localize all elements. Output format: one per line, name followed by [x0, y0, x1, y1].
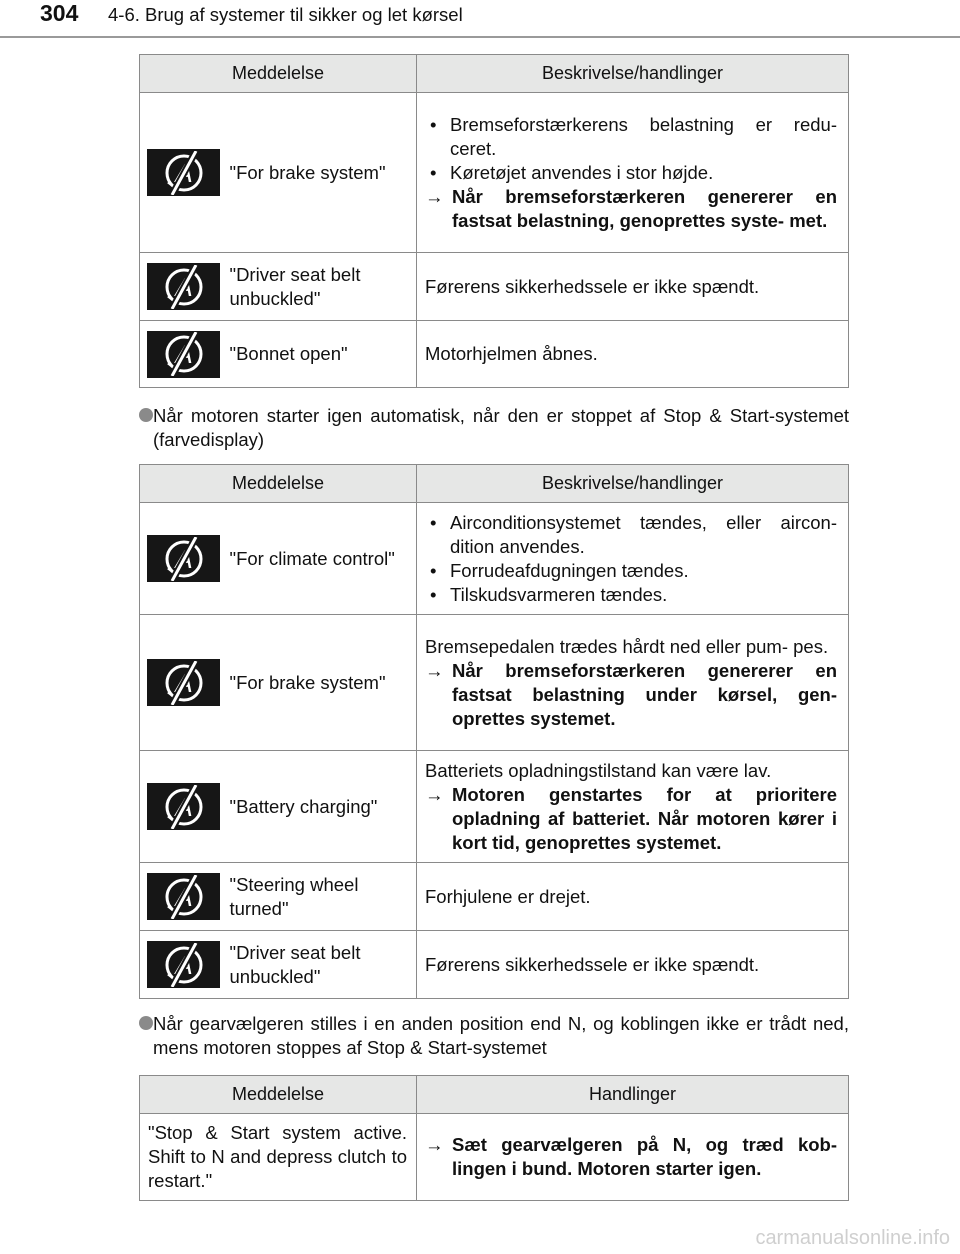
chapter-title: 4-6. Brug af systemer til sikker og let kørsel: [108, 4, 463, 25]
action-text: Sæt gearvælgeren på N, og træd kob- lingen i bund. Motoren starter igen.: [452, 1134, 837, 1179]
message-text: "For brake system": [230, 615, 417, 751]
stop-start-off-icon: [147, 941, 220, 988]
stop-start-off-icon: [147, 873, 220, 920]
column-header-message: Meddelelse: [140, 1076, 417, 1114]
message-text: "For brake system": [230, 93, 417, 253]
column-header-actions: Handlinger: [417, 1076, 849, 1114]
table-row: [140, 615, 849, 751]
list-item: • Bremseforstærkerens belastning er redu- ceret.: [425, 113, 837, 161]
arrow-icon: →: [425, 659, 444, 681]
table-row: [140, 503, 849, 615]
column-header-description: Beskrivelse/handlinger: [417, 55, 849, 93]
list-item: • Airconditionsystemet tændes, eller aircon- dition anvendes.: [425, 511, 837, 559]
header-rule: [0, 36, 960, 38]
table-row: [140, 751, 849, 863]
description-text: Bremsepedalen trædes hårdt ned eller pum- pes.: [425, 635, 829, 657]
bullet-icon: [139, 1016, 153, 1030]
watermark: carmanualsonline.info: [755, 1227, 950, 1249]
stop-start-off-icon: [147, 659, 220, 706]
stop-start-off-icon: [147, 783, 220, 830]
stop-start-off-icon: [147, 331, 220, 378]
message-text: "Driver seat belt unbuckled": [230, 253, 417, 321]
stop-start-off-icon: [147, 263, 220, 310]
column-header-message: Meddelelse: [140, 55, 417, 93]
column-header-description: Beskrivelse/handlinger: [417, 465, 849, 503]
message-text: "Bonnet open": [230, 321, 417, 388]
table-row: [140, 93, 849, 253]
table-row: [140, 1114, 849, 1201]
message-table-2: [139, 464, 849, 999]
description-text: Batteriets opladningstilstand kan være lav.: [425, 759, 772, 781]
table-row: [140, 321, 849, 388]
description-text: Førerens sikkerhedssele er ikke spændt.: [417, 931, 849, 999]
table-row: [140, 931, 849, 999]
arrow-icon: →: [425, 185, 444, 207]
column-header-message: Meddelelse: [140, 465, 417, 503]
description-text: Forhjulene er drejet.: [417, 863, 849, 931]
message-text: "Driver seat belt unbuckled": [230, 931, 417, 999]
list-item: • Køretøjet anvendes i stor højde.: [425, 161, 837, 185]
list-item: • Tilskudsvarmeren tændes.: [425, 583, 837, 607]
action-text: Når bremseforstærkeren genererer en fastsat belastning under kørsel, gen- oprettes systemet.: [452, 659, 837, 729]
message-text: "Battery charging": [230, 751, 417, 863]
arrow-icon: →: [425, 783, 444, 805]
bullet-icon: [139, 408, 153, 422]
message-table-1: [139, 54, 849, 388]
table-row: [140, 863, 849, 931]
page-number: 304: [40, 0, 79, 26]
description-text: Motorhjelmen åbnes.: [417, 321, 849, 388]
list-item: • Forrudeafdugningen tændes.: [425, 559, 837, 583]
stop-start-off-icon: [147, 535, 220, 582]
message-table-3: [139, 1075, 849, 1201]
action-text: Motoren genstartes for at prioritere opladning af batteriet. Når motoren kører i kort tid, genoprettes systemet.: [452, 783, 837, 853]
message-text: "Stop & Start system active. Shift to N and depress clutch to restart.": [140, 1114, 417, 1201]
message-text: "Steering wheel turned": [230, 863, 417, 931]
message-text: "For climate control": [230, 503, 417, 615]
table-row: [140, 253, 849, 321]
action-text: Når bremseforstærkeren genererer en fastsat belastning, genoprettes syste- met.: [452, 185, 837, 231]
bullet-paragraph: Når motoren starter igen automatisk, når den er stoppet af Stop & Start-systemet (farvedisplay): [139, 404, 849, 452]
stop-start-off-icon: [147, 149, 220, 196]
arrow-icon: →: [425, 1134, 444, 1155]
description-text: Førerens sikkerhedssele er ikke spændt.: [417, 253, 849, 321]
bullet-paragraph: Når gearvælgeren stilles i en anden position end N, og koblingen ikke er trådt ned, mens motoren stoppes af Stop & Start-systemet: [139, 1012, 849, 1060]
